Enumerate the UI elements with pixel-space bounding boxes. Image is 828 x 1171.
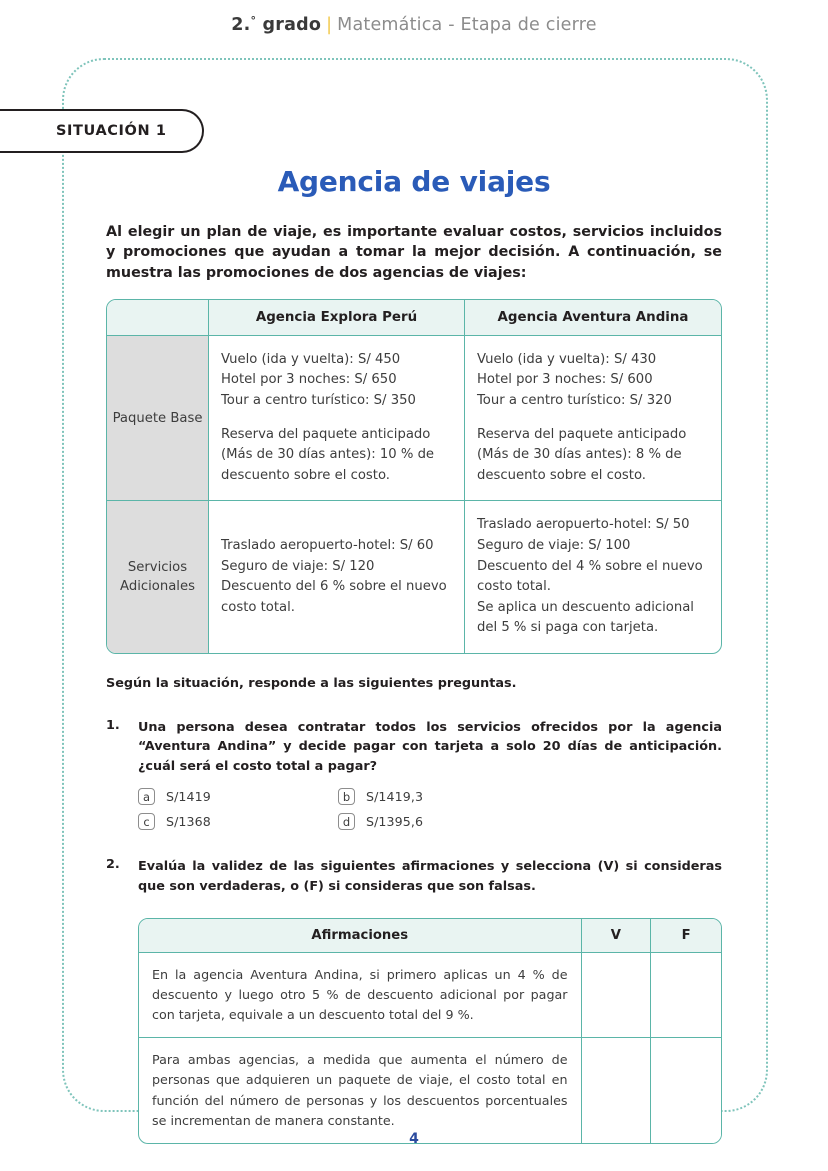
vf-answer-cell-f-2[interactable] xyxy=(651,1038,721,1142)
option-d[interactable] xyxy=(338,813,538,830)
header-divider: | xyxy=(326,15,333,35)
vf-table-wrapper xyxy=(138,918,722,1143)
cell-gap xyxy=(221,412,456,425)
cell-text-part1: Traslado aeropuerto-hotel: S/ 60 Seguro de viaje: S/ 120 Descuento del 6 % sobre el nuevo costo total. xyxy=(221,538,447,615)
question-2-text: Evalúa la validez de las siguientes afirmaciones y selecciona (V) si consideras que son verdaderas, o (F) si consideras que son falsas. xyxy=(138,859,722,894)
cell-text-part2: Reserva del paquete anticipado (Más de 30 días antes): 10 % de descuento sobre el costo. xyxy=(221,426,435,483)
comparison-table xyxy=(106,299,722,654)
cell-text-part1: Vuelo (ida y vuelta): S/ 450 Hotel por 3 noches: S/ 650 Tour a centro turístico: S/ 350 xyxy=(221,351,416,409)
option-d-value: S/1395,6 xyxy=(366,814,424,830)
table-row xyxy=(107,501,721,653)
lead-text: Según la situación, responde a las siguientes preguntas. xyxy=(106,676,517,692)
question-1-text: Una persona desea contratar todos los servicios ofrecidos por la agencia “Aventura Andina” y decide pagar con tarjeta a solo 20 días de anticipación. ¿cuál será el costo total a pagar? xyxy=(138,720,722,774)
cell-aventura-servicios xyxy=(465,501,721,653)
degree-symbol: ° xyxy=(250,14,257,27)
cell-gap xyxy=(477,412,713,425)
col-header-explora: Agencia Explora Perú xyxy=(209,300,465,336)
content-area xyxy=(106,165,722,1144)
question-1-options xyxy=(138,788,722,830)
vf-table xyxy=(138,918,722,1143)
vf-table-row xyxy=(139,1038,721,1142)
option-a-box[interactable]: a xyxy=(138,788,155,805)
header-subject: Matemática - Etapa de cierre xyxy=(337,15,597,35)
page-header xyxy=(0,14,828,35)
vf-col-header-afirmaciones: Afirmaciones xyxy=(139,919,582,953)
intro-paragraph: Al elegir un plan de viaje, es importante evaluar costos, servicios incluidos y promociones que ayudan a tomar la mejor decisión. A continuación, se muestra las promociones de dos agencias de viajes: xyxy=(106,224,722,281)
table-row xyxy=(107,336,721,502)
vf-statement-1: En la agencia Aventura Andina, si primero aplicas un 4 % de descuento y luego otro 5 % de descuento adicional por pagar con tarjeta, equivale a un descuento total del 9 %. xyxy=(139,953,582,1038)
col-header-blank xyxy=(107,300,209,336)
page-title: Agencia de viajes xyxy=(277,165,551,198)
option-b-box[interactable]: b xyxy=(338,788,355,805)
option-a[interactable] xyxy=(138,788,338,805)
situacion-tab xyxy=(0,109,204,153)
vf-header-row xyxy=(139,919,721,953)
option-c-box[interactable]: c xyxy=(138,813,155,830)
vf-statement-2: Para ambas agencias, a medida que aumenta el número de personas que adquieren un paquete de viaje, el costo total en función del número de personas y los descuentos porcentuales se incrementan de manera constante. xyxy=(139,1038,582,1142)
table-header-row xyxy=(107,300,721,336)
cell-text-part1: Traslado aeropuerto-hotel: S/ 50 Seguro de viaje: S/ 100 Descuento del 4 % sobre el nuevo costo total. Se aplica un descuento adicional del 5 % si paga con tarjeta. xyxy=(477,517,703,636)
row-label-servicios-adicionales: Servicios Adicionales xyxy=(107,501,209,653)
page-number: 4 xyxy=(409,1131,419,1147)
option-c-value: S/1368 xyxy=(166,814,211,830)
question-1-number: 1. xyxy=(106,718,120,734)
option-b-value: S/1419,3 xyxy=(366,789,424,805)
situacion-tab-label: SITUACIÓN 1 xyxy=(56,123,167,139)
vf-answer-cell-f-1[interactable] xyxy=(651,953,721,1038)
vf-answer-cell-v-1[interactable] xyxy=(582,953,652,1038)
vf-col-header-v: V xyxy=(582,919,652,953)
col-header-aventura: Agencia Aventura Andina xyxy=(465,300,721,336)
cell-explora-servicios xyxy=(209,501,465,653)
option-d-box[interactable]: d xyxy=(338,813,355,830)
row-label-paquete-base: Paquete Base xyxy=(107,336,209,502)
cell-explora-paquete-base xyxy=(209,336,465,502)
cell-aventura-paquete-base xyxy=(465,336,721,502)
vf-answer-cell-v-2[interactable] xyxy=(582,1038,652,1142)
question-2 xyxy=(106,857,722,896)
option-b[interactable] xyxy=(338,788,538,805)
cell-text-part1: Vuelo (ida y vuelta): S/ 430 Hotel por 3 noches: S/ 600 Tour a centro turístico: S/ 320 xyxy=(477,351,672,409)
vf-col-header-f: F xyxy=(651,919,721,953)
option-c[interactable] xyxy=(138,813,338,830)
question-2-number: 2. xyxy=(106,857,120,873)
option-a-value: S/1419 xyxy=(166,789,211,805)
cell-text-part2: Reserva del paquete anticipado (Más de 30 días antes): 8 % de descuento sobre el costo. xyxy=(477,426,687,483)
vf-table-row xyxy=(139,953,721,1038)
question-1 xyxy=(106,718,722,776)
header-grade: 2.° grado xyxy=(231,14,322,35)
